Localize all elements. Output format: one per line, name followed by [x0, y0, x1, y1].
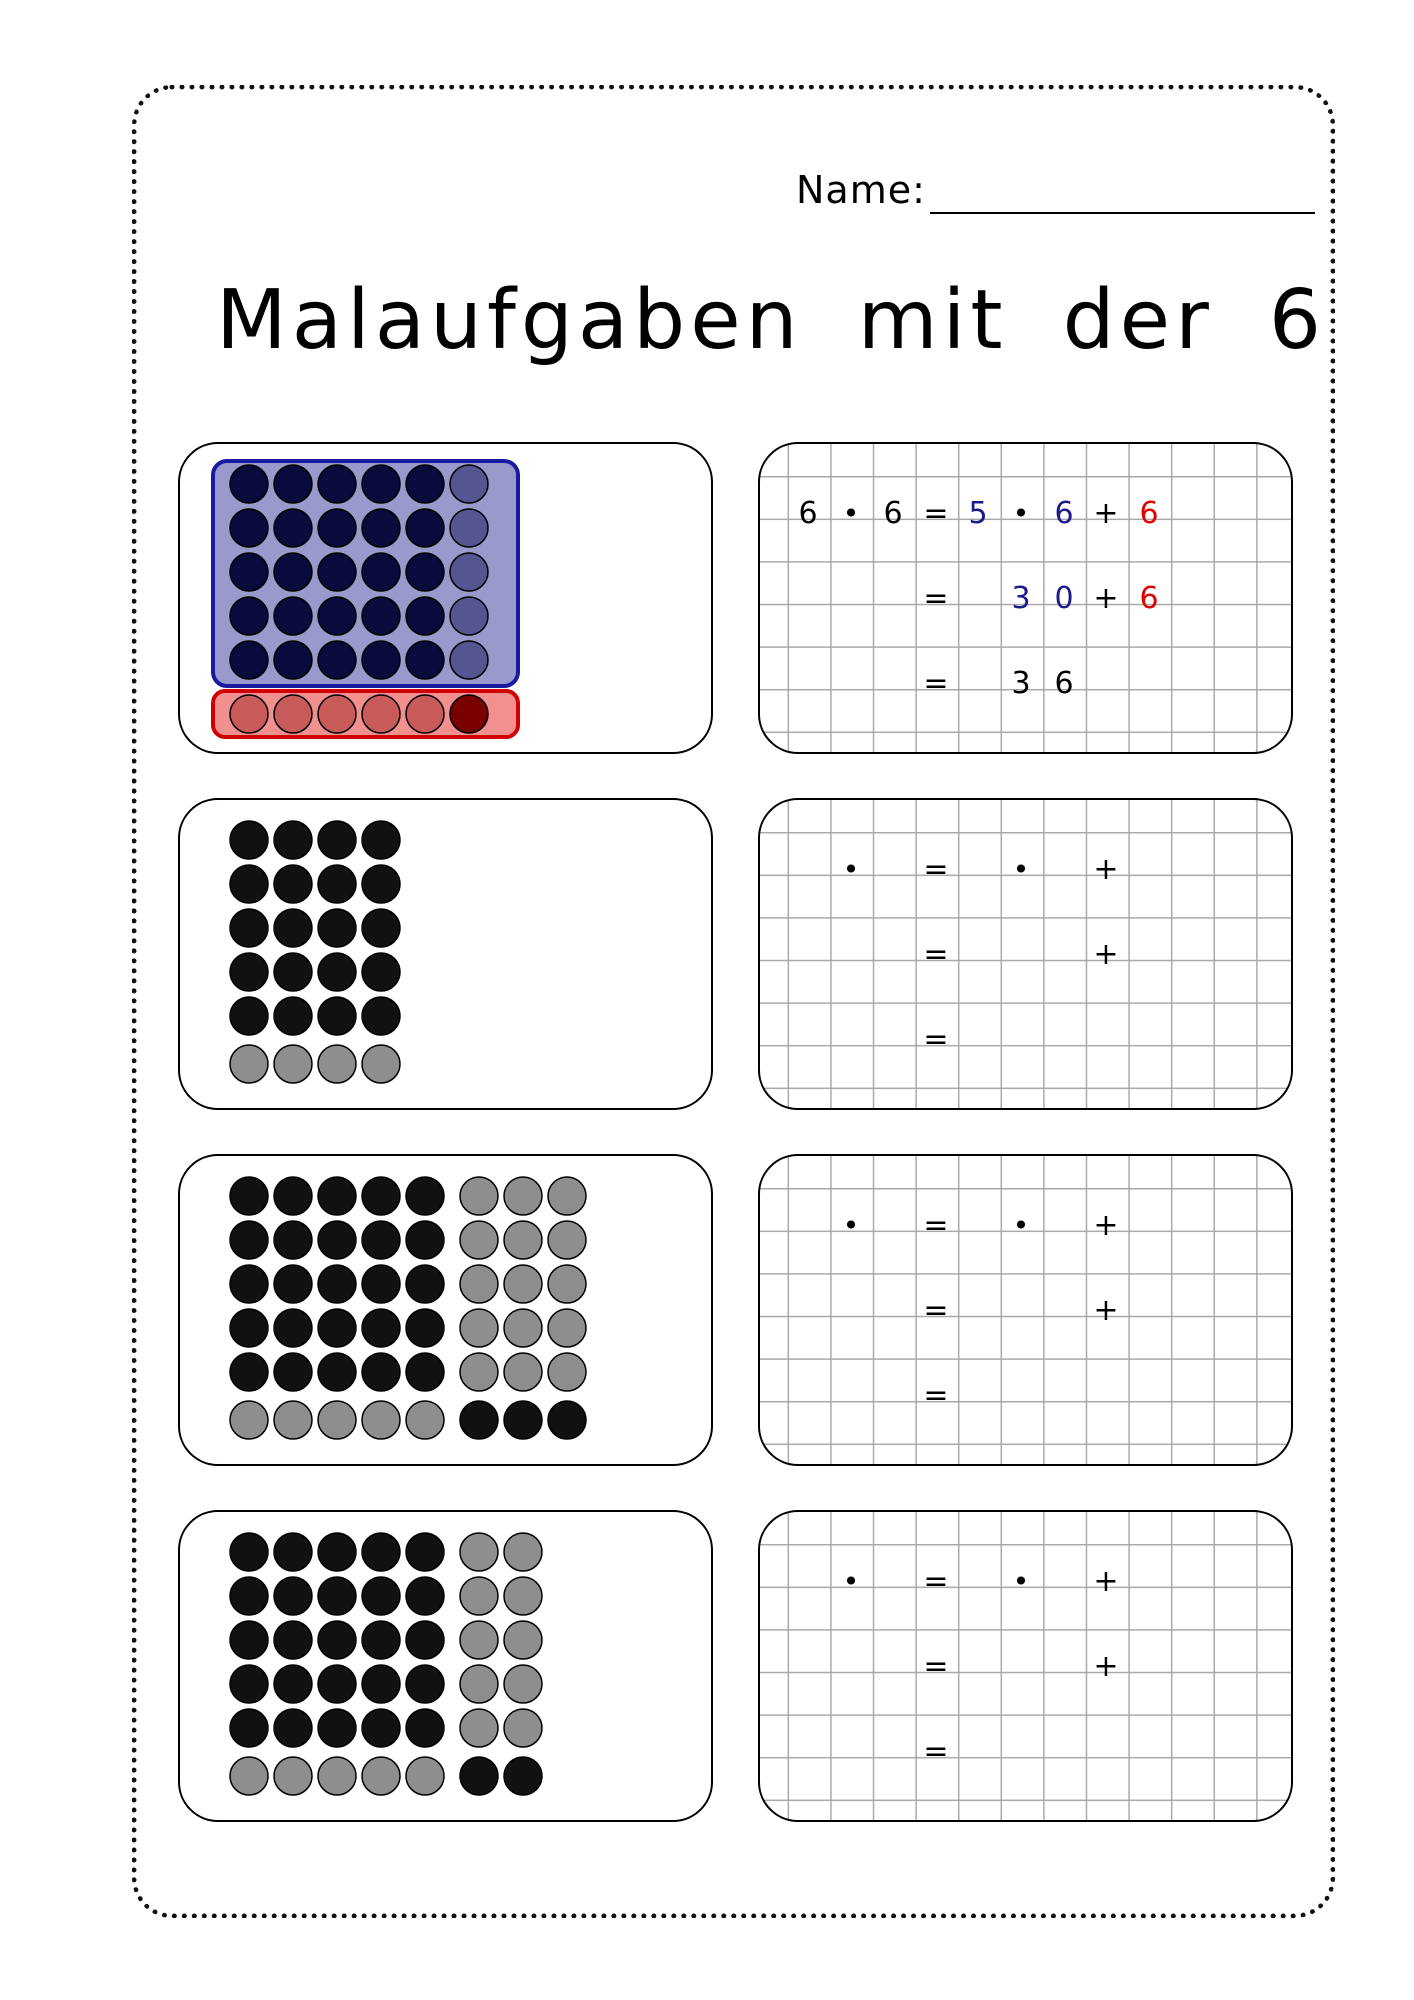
dot-card-3	[178, 1154, 713, 1466]
counter-dot	[274, 909, 312, 947]
counter-dot	[274, 509, 312, 547]
counter-dot	[450, 695, 488, 733]
counter-dot	[460, 1621, 498, 1659]
counter-dot	[318, 953, 356, 991]
counter-dot	[406, 553, 444, 591]
counter-dot	[548, 1265, 586, 1303]
dot-array-4	[180, 1512, 715, 1824]
eq-sym: 6	[798, 496, 818, 531]
counter-dot	[318, 1221, 356, 1259]
eq-sym: •	[842, 1565, 860, 1598]
counter-dot	[548, 1309, 586, 1347]
counter-dot	[504, 1621, 542, 1659]
counter-dot	[548, 1401, 586, 1439]
counter-dot	[504, 1221, 542, 1259]
counter-dot	[318, 1709, 356, 1747]
eq-sym: +	[1093, 852, 1119, 887]
eq-sym: =	[923, 937, 949, 972]
counter-dot	[362, 1353, 400, 1391]
counter-dot	[230, 1221, 268, 1259]
counter-dot	[362, 1665, 400, 1703]
counter-dot	[548, 1177, 586, 1215]
eq-sym: =	[923, 1378, 949, 1413]
grid-card-3[interactable]	[758, 1154, 1293, 1466]
counter-dot	[230, 1177, 268, 1215]
counter-dot	[274, 1757, 312, 1795]
counter-dot	[318, 641, 356, 679]
eq-sym: =	[923, 1564, 949, 1599]
counter-dot	[274, 1309, 312, 1347]
counter-dot	[504, 1665, 542, 1703]
counter-dot	[406, 1621, 444, 1659]
counter-dot	[230, 465, 268, 503]
counter-dot	[274, 1401, 312, 1439]
counter-dot	[362, 465, 400, 503]
counter-dot	[406, 1221, 444, 1259]
counter-dot	[362, 1221, 400, 1259]
counter-dot	[406, 1665, 444, 1703]
dot-card-4	[178, 1510, 713, 1822]
counter-dot	[274, 865, 312, 903]
counter-dot	[318, 1665, 356, 1703]
eq-sym: 3	[1011, 581, 1031, 616]
eq-sym: 3	[1011, 666, 1031, 701]
eq-sym: 6	[1054, 666, 1074, 701]
counter-dot	[230, 953, 268, 991]
counter-dot	[230, 1353, 268, 1391]
counter-dot	[230, 997, 268, 1035]
dot-array-2	[180, 800, 715, 1112]
counter-dot	[460, 1709, 498, 1747]
counter-dot	[460, 1757, 498, 1795]
counter-dot	[460, 1577, 498, 1615]
eq-sym: •	[1012, 1209, 1030, 1242]
counter-dot	[406, 1177, 444, 1215]
counter-dot	[362, 1709, 400, 1747]
grid-card-4[interactable]	[758, 1510, 1293, 1822]
page-title: Malaufgaben mit der 6	[216, 273, 1327, 368]
counter-dot	[362, 865, 400, 903]
eq-sym: =	[923, 1022, 949, 1057]
eq-sym: =	[923, 666, 949, 701]
counter-dot	[362, 1533, 400, 1571]
counter-dot	[504, 1353, 542, 1391]
eq-sym: •	[842, 1209, 860, 1242]
dot-card-1	[178, 442, 713, 754]
counter-dot	[318, 1177, 356, 1215]
counter-dot	[230, 821, 268, 859]
counter-dot	[406, 1757, 444, 1795]
grid-card-2[interactable]	[758, 798, 1293, 1110]
counter-dot	[460, 1353, 498, 1391]
counter-dot	[406, 509, 444, 547]
counter-dot	[406, 465, 444, 503]
counter-dot	[406, 1533, 444, 1571]
counter-dot	[230, 509, 268, 547]
counter-dot	[230, 865, 268, 903]
counter-dot	[318, 1309, 356, 1347]
counter-dot	[450, 509, 488, 547]
counter-dot	[406, 641, 444, 679]
counter-dot	[362, 1757, 400, 1795]
eq-sym: 6	[1054, 496, 1074, 531]
counter-dot	[274, 997, 312, 1035]
counter-dot	[318, 909, 356, 947]
counter-dot	[274, 597, 312, 635]
counter-dot	[406, 1353, 444, 1391]
counter-dot	[230, 1309, 268, 1347]
counter-dot	[362, 1265, 400, 1303]
counter-dot	[274, 1221, 312, 1259]
counter-dot	[230, 597, 268, 635]
counter-dot	[274, 1265, 312, 1303]
counter-dot	[318, 553, 356, 591]
eq-sym: •	[1012, 497, 1030, 530]
eq-sym: =	[923, 1734, 949, 1769]
counter-dot	[274, 1353, 312, 1391]
counter-dot	[460, 1533, 498, 1571]
counter-dot	[274, 953, 312, 991]
eq-sym: +	[1093, 1293, 1119, 1328]
counter-dot	[362, 553, 400, 591]
grid-card-1	[758, 442, 1293, 754]
counter-dot	[274, 695, 312, 733]
counter-dot	[362, 597, 400, 635]
counter-dot	[362, 821, 400, 859]
counter-dot	[406, 597, 444, 635]
counter-dot	[318, 1533, 356, 1571]
counter-dot	[450, 553, 488, 591]
counter-dot	[230, 1577, 268, 1615]
counter-dot	[230, 1757, 268, 1795]
eq-sym: =	[923, 1208, 949, 1243]
counter-dot	[230, 909, 268, 947]
eq-sym: 5	[968, 496, 988, 531]
counter-dot	[274, 1665, 312, 1703]
counter-dot	[504, 1757, 542, 1795]
counter-dot	[318, 695, 356, 733]
counter-dot	[230, 1401, 268, 1439]
counter-dot	[504, 1309, 542, 1347]
counter-dot	[274, 1621, 312, 1659]
eq-sym: 6	[883, 496, 903, 531]
name-label: Name:	[796, 168, 926, 212]
counter-dot	[318, 865, 356, 903]
counter-dot	[274, 1045, 312, 1083]
counter-dot	[362, 1621, 400, 1659]
name-input-line[interactable]	[930, 212, 1315, 214]
counter-dot	[362, 997, 400, 1035]
eq-sym: 0	[1054, 581, 1074, 616]
counter-dot	[406, 695, 444, 733]
counter-dot	[406, 1577, 444, 1615]
counter-dot	[230, 1533, 268, 1571]
counter-dot	[450, 465, 488, 503]
counter-dot	[318, 1265, 356, 1303]
counter-dot	[504, 1177, 542, 1215]
counter-dot	[318, 509, 356, 547]
counter-dot	[230, 695, 268, 733]
counter-dot	[362, 953, 400, 991]
counter-dot	[318, 1045, 356, 1083]
counter-dot	[406, 1709, 444, 1747]
counter-dot	[274, 465, 312, 503]
counter-dot	[318, 1757, 356, 1795]
eq-sym: 6	[1139, 496, 1159, 531]
counter-dot	[318, 1621, 356, 1659]
counter-dot	[362, 1045, 400, 1083]
counter-dot	[274, 1533, 312, 1571]
counter-dot	[230, 1621, 268, 1659]
counter-dot	[548, 1353, 586, 1391]
counter-dot	[318, 465, 356, 503]
eq-sym: •	[842, 497, 860, 530]
eq-sym: +	[1093, 1564, 1119, 1599]
counter-dot	[318, 1577, 356, 1615]
dot-card-2	[178, 798, 713, 1110]
counter-dot	[460, 1221, 498, 1259]
eq-sym: 6	[1139, 581, 1159, 616]
counter-dot	[460, 1309, 498, 1347]
counter-dot	[460, 1665, 498, 1703]
counter-dot	[230, 1265, 268, 1303]
counter-dot	[230, 553, 268, 591]
counter-dot	[230, 641, 268, 679]
counter-dot	[274, 641, 312, 679]
eq-sym: •	[1012, 1565, 1030, 1598]
counter-dot	[504, 1533, 542, 1571]
counter-dot	[362, 1177, 400, 1215]
counter-dot	[362, 695, 400, 733]
counter-dot	[274, 1577, 312, 1615]
counter-dot	[504, 1577, 542, 1615]
eq-sym: =	[923, 1293, 949, 1328]
dot-array-3	[180, 1156, 715, 1468]
counter-dot	[406, 1265, 444, 1303]
counter-dot	[362, 509, 400, 547]
counter-dot	[406, 1309, 444, 1347]
counter-dot	[318, 1353, 356, 1391]
counter-dot	[504, 1401, 542, 1439]
eq-sym: •	[842, 853, 860, 886]
counter-dot	[362, 909, 400, 947]
dot-array-example	[180, 444, 715, 756]
eq-sym: =	[923, 496, 949, 531]
eq-sym: =	[923, 1649, 949, 1684]
counter-dot	[274, 1177, 312, 1215]
counter-dot	[274, 821, 312, 859]
counter-dot	[230, 1045, 268, 1083]
eq-sym: •	[1012, 853, 1030, 886]
counter-dot	[450, 597, 488, 635]
eq-sym: +	[1093, 937, 1119, 972]
eq-sym: +	[1093, 496, 1119, 531]
counter-dot	[318, 597, 356, 635]
counter-dot	[548, 1221, 586, 1259]
counter-dot	[504, 1265, 542, 1303]
counter-dot	[230, 1709, 268, 1747]
counter-dot	[230, 1665, 268, 1703]
eq-sym: +	[1093, 581, 1119, 616]
counter-dot	[318, 997, 356, 1035]
eq-sym: =	[923, 581, 949, 616]
eq-sym: +	[1093, 1649, 1119, 1684]
counter-dot	[460, 1177, 498, 1215]
counter-dot	[406, 1401, 444, 1439]
counter-dot	[362, 1309, 400, 1347]
counter-dot	[504, 1709, 542, 1747]
counter-dot	[274, 553, 312, 591]
counter-dot	[274, 1709, 312, 1747]
counter-dot	[460, 1265, 498, 1303]
counter-dot	[318, 821, 356, 859]
counter-dot	[362, 641, 400, 679]
counter-dot	[460, 1401, 498, 1439]
counter-dot	[362, 1577, 400, 1615]
counter-dot	[362, 1401, 400, 1439]
counter-dot	[450, 641, 488, 679]
counter-dot	[318, 1401, 356, 1439]
eq-sym: +	[1093, 1208, 1119, 1243]
eq-sym: =	[923, 852, 949, 887]
